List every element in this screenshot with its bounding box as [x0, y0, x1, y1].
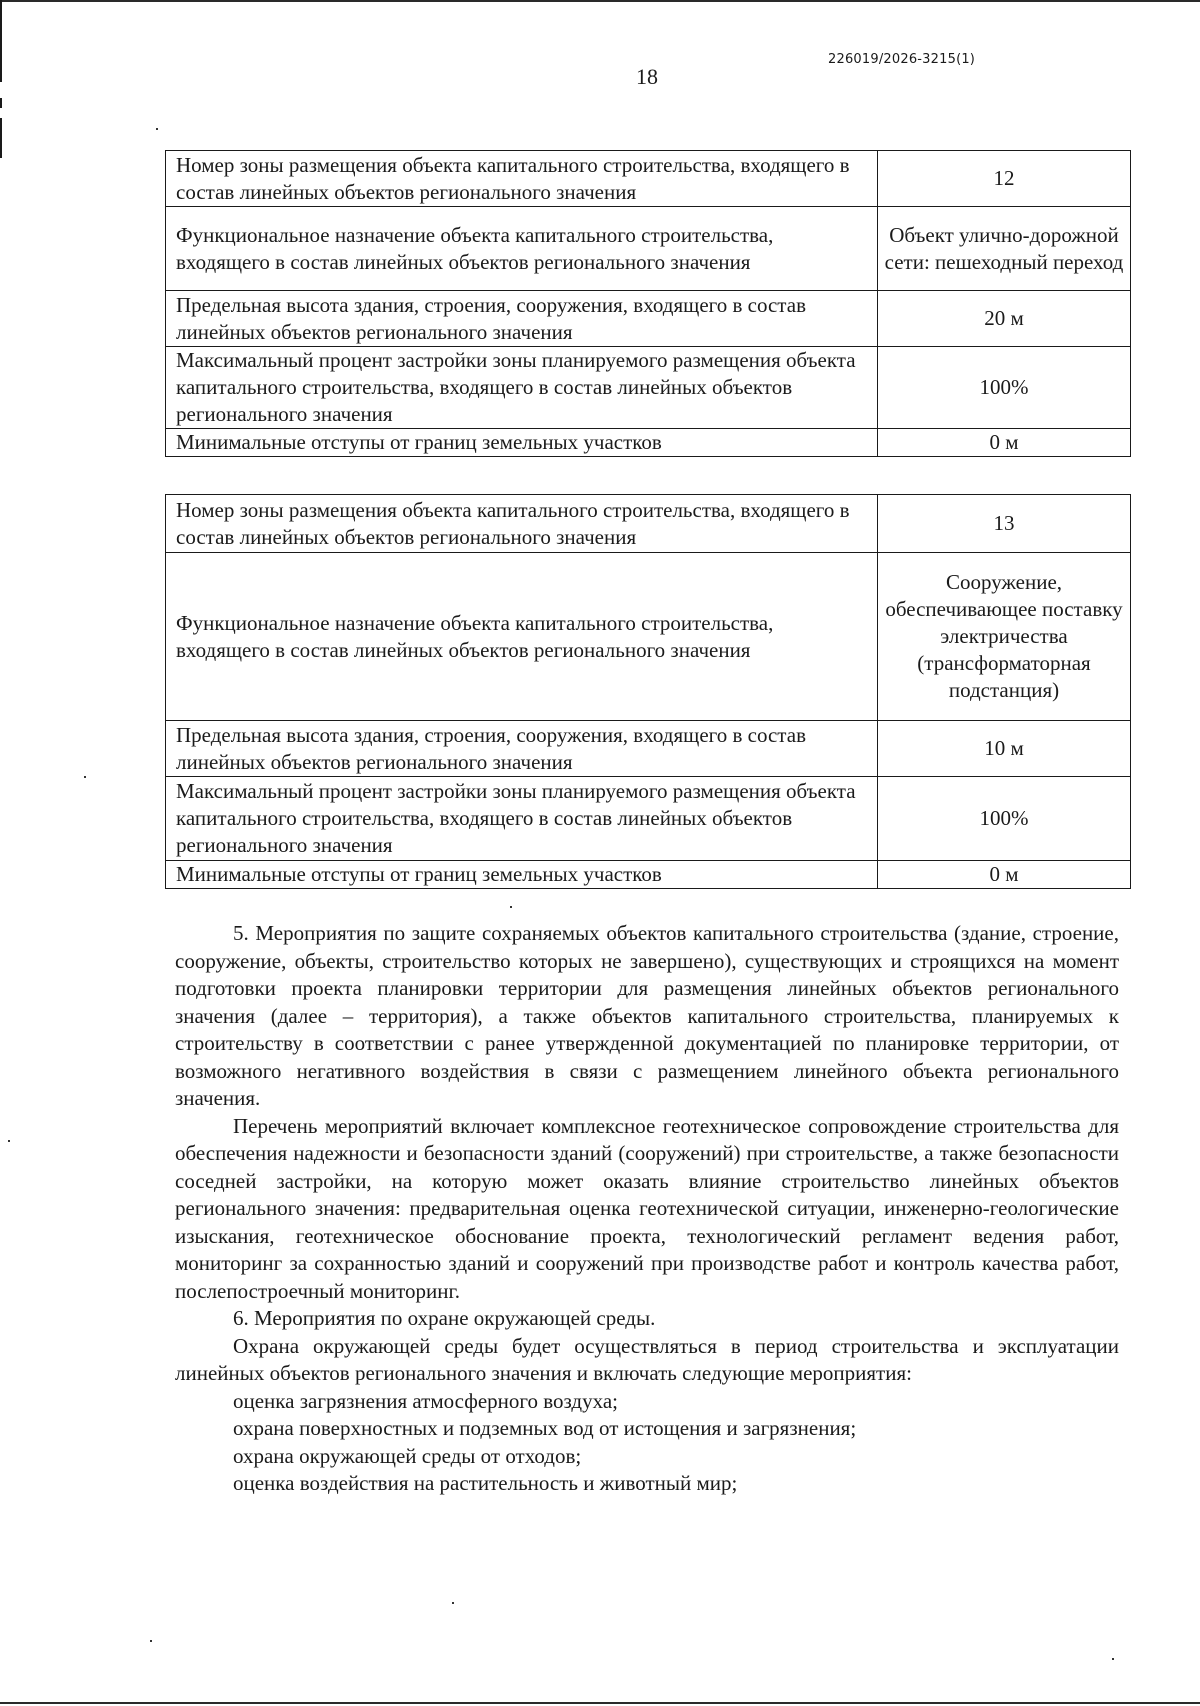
- value-cell: 100%: [878, 777, 1131, 861]
- param-cell: Номер зоны размещения объекта капитального строительства, входящего в состав линейных объектов регионального значения: [166, 495, 878, 553]
- paragraph: 5. Мероприятия по защите сохраняемых объектов капитального строительства (здание, строение, сооружение, объекты, строительство которых не завершено), существующих и строящихся на момент подготовки проекта планировки территории для размещения линейных объектов регионального значения (далее – территория), а также объектов капитального строительства, планируемых к строительству в соответствии с ранее утвержденной документацией по планировке территории, от возможного негативного воздействия в связи с размещением линейного объекта регионального значения.: [175, 921, 1119, 1110]
- table-row: [166, 207, 1131, 291]
- scan-speck: [510, 906, 512, 908]
- scan-speck: [8, 1140, 10, 1142]
- paragraph: Перечень мероприятий включает комплексное геотехническое сопровождение строительства для обеспечения надежности и безопасности зданий (сооружений) при строительстве, а также безопасности соседней застройки, на которую может оказать влияние строительство линейных объектов регионального значения: предварительная оценка геотехнической ситуации, инженерно-геологические изыскания, геотехническое обоснование проекта, технологический регламент ведения работ, мониторинг за сохранностью зданий и сооружений при производстве работ и контроль качества работ, послепостроечный мониторинг.: [175, 1113, 1119, 1303]
- value-cell: 10 м: [878, 721, 1131, 777]
- scan-speck: [452, 1602, 454, 1604]
- scan-edge-left: [0, 98, 2, 108]
- param-cell: Минимальные отступы от границ земельных участков: [166, 429, 878, 457]
- value-cell: 20 м: [878, 291, 1131, 347]
- table-row: [166, 429, 1131, 457]
- document-id: 226019/2026-3215(1): [828, 52, 976, 67]
- body-text: [175, 920, 1119, 1498]
- paragraph: Охрана окружающей среды будет осуществляться в период строительства и эксплуатации линейных объектов регионального значения и включать следующие мероприятия:: [175, 1333, 1119, 1385]
- scan-edge-bottom: [0, 1702, 1200, 1704]
- zone-12-table: [165, 150, 1131, 457]
- param-cell: Предельная высота здания, строения, сооружения, входящего в состав линейных объектов регионального значения: [166, 721, 878, 777]
- scan-edge-left: [0, 0, 2, 82]
- param-cell: Минимальные отступы от границ земельных участков: [166, 861, 878, 889]
- page-number: 18: [636, 64, 658, 89]
- scan-edge-top: [0, 0, 1200, 2]
- value-cell: 12: [878, 151, 1131, 207]
- table-row: [166, 721, 1131, 777]
- value-cell: 13: [878, 495, 1131, 553]
- param-cell: Максимальный процент застройки зоны планируемого размещения объекта капитального строительства, входящего в состав линейных объектов регионального значения: [166, 777, 878, 861]
- scan-edge-left: [0, 118, 2, 158]
- param-cell: Функциональное назначение объекта капитального строительства, входящего в состав линейных объектов регионального значения: [166, 553, 878, 721]
- value-cell: 100%: [878, 347, 1131, 429]
- param-cell: Функциональное назначение объекта капитального строительства, входящего в состав линейных объектов регионального значения: [166, 207, 878, 291]
- table-row: [166, 151, 1131, 207]
- table-row: [166, 291, 1131, 347]
- list-item: охрана поверхностных и подземных вод от истощения и загрязнения;: [233, 1416, 857, 1440]
- section-heading: 6. Мероприятия по охране окружающей среды.: [233, 1306, 656, 1330]
- list-item: оценка воздействия на растительность и животный мир;: [233, 1471, 738, 1495]
- table-row: [166, 861, 1131, 889]
- zone-13-table: [165, 494, 1131, 889]
- table-row: [166, 347, 1131, 429]
- param-cell: Максимальный процент застройки зоны планируемого размещения объекта капитального строительства, входящего в состав линейных объектов регионального значения: [166, 347, 878, 429]
- param-cell: Номер зоны размещения объекта капитального строительства, входящего в состав линейных объектов регионального значения: [166, 151, 878, 207]
- value-cell: 0 м: [878, 429, 1131, 457]
- table-row: [166, 495, 1131, 553]
- scan-speck: [1112, 1658, 1114, 1660]
- value-cell: Сооружение, обеспечивающее поставку электричества (трансформаторная подстанция): [878, 553, 1131, 721]
- list-item: оценка загрязнения атмосферного воздуха;: [233, 1388, 618, 1413]
- table-row: [166, 777, 1131, 861]
- value-cell: 0 м: [878, 861, 1131, 889]
- scan-speck: [84, 776, 86, 778]
- param-cell: Предельная высота здания, строения, сооружения, входящего в состав линейных объектов регионального значения: [166, 291, 878, 347]
- list-item: охрана окружающей среды от отходов;: [233, 1443, 582, 1468]
- value-cell: Объект улично-дорожной сети: пешеходный переход: [878, 207, 1131, 291]
- scan-speck: [156, 128, 158, 130]
- table-row: [166, 553, 1131, 721]
- scan-speck: [150, 1640, 152, 1642]
